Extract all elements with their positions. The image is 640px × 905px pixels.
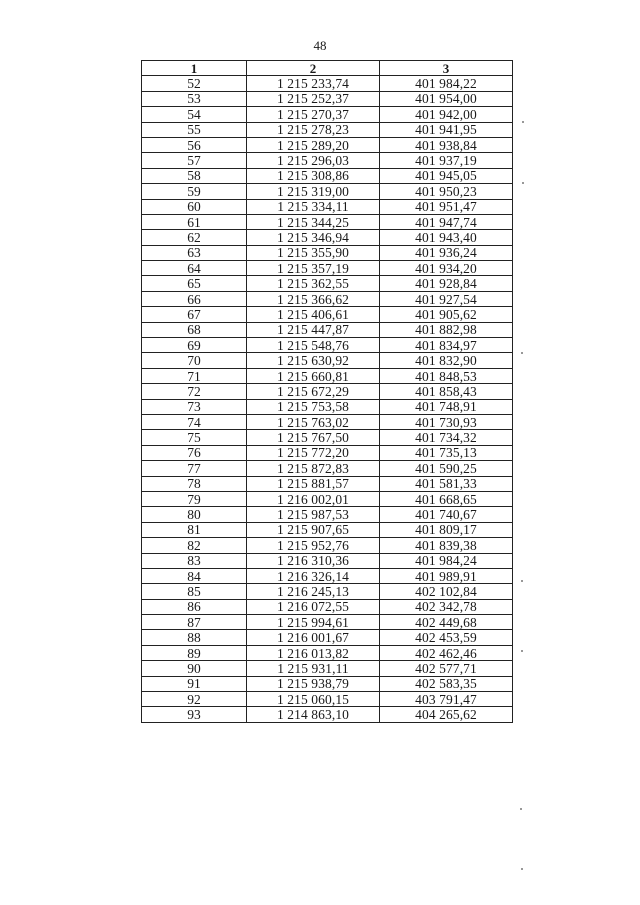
point-number-cell: 68 bbox=[142, 322, 247, 337]
coordinate-y-cell: 401 848,53 bbox=[380, 368, 513, 383]
coordinate-x-cell: 1 215 346,94 bbox=[247, 230, 380, 245]
table-row bbox=[142, 538, 513, 553]
coordinate-y-cell: 404 265,62 bbox=[380, 707, 513, 722]
table-row bbox=[142, 584, 513, 599]
coordinate-x-cell: 1 215 952,76 bbox=[247, 538, 380, 553]
point-number-cell: 82 bbox=[142, 538, 247, 553]
coordinate-x-cell: 1 215 938,79 bbox=[247, 676, 380, 691]
coordinate-x-cell: 1 215 753,58 bbox=[247, 399, 380, 414]
table-row bbox=[142, 199, 513, 214]
coordinate-y-cell: 401 936,24 bbox=[380, 245, 513, 260]
coordinate-x-cell: 1 215 994,61 bbox=[247, 615, 380, 630]
coordinate-y-cell: 401 941,95 bbox=[380, 122, 513, 137]
point-number-cell: 78 bbox=[142, 476, 247, 491]
point-number-cell: 60 bbox=[142, 199, 247, 214]
point-number-cell: 63 bbox=[142, 245, 247, 260]
table-row bbox=[142, 414, 513, 429]
table-row bbox=[142, 661, 513, 676]
point-number-cell: 58 bbox=[142, 168, 247, 183]
table-row bbox=[142, 707, 513, 722]
coordinate-x-cell: 1 214 863,10 bbox=[247, 707, 380, 722]
coordinate-x-cell: 1 215 872,83 bbox=[247, 461, 380, 476]
table-row bbox=[142, 261, 513, 276]
coordinate-y-cell: 401 984,24 bbox=[380, 553, 513, 568]
coordinate-y-cell: 402 577,71 bbox=[380, 661, 513, 676]
coordinate-y-cell: 401 809,17 bbox=[380, 522, 513, 537]
point-number-cell: 81 bbox=[142, 522, 247, 537]
coordinate-y-cell: 401 937,19 bbox=[380, 153, 513, 168]
coordinate-y-cell: 401 942,00 bbox=[380, 107, 513, 122]
coordinate-x-cell: 1 215 366,62 bbox=[247, 291, 380, 306]
point-number-cell: 89 bbox=[142, 645, 247, 660]
coordinate-x-cell: 1 215 548,76 bbox=[247, 338, 380, 353]
table-row bbox=[142, 522, 513, 537]
coordinate-y-cell: 402 102,84 bbox=[380, 584, 513, 599]
table-row bbox=[142, 245, 513, 260]
coordinate-x-cell: 1 215 357,19 bbox=[247, 261, 380, 276]
coordinate-x-cell: 1 215 270,37 bbox=[247, 107, 380, 122]
point-number-cell: 76 bbox=[142, 445, 247, 460]
coordinate-x-cell: 1 215 406,61 bbox=[247, 307, 380, 322]
point-number-cell: 86 bbox=[142, 599, 247, 614]
coordinate-y-cell: 401 740,67 bbox=[380, 507, 513, 522]
table-row bbox=[142, 322, 513, 337]
table-row bbox=[142, 291, 513, 306]
table-row bbox=[142, 461, 513, 476]
point-number-cell: 72 bbox=[142, 384, 247, 399]
point-number-cell: 71 bbox=[142, 368, 247, 383]
coordinate-y-cell: 401 882,98 bbox=[380, 322, 513, 337]
coordinate-x-cell: 1 215 319,00 bbox=[247, 184, 380, 199]
table-row bbox=[142, 122, 513, 137]
coordinate-y-cell: 401 945,05 bbox=[380, 168, 513, 183]
coordinate-y-cell: 403 791,47 bbox=[380, 692, 513, 707]
coordinate-y-cell: 401 950,23 bbox=[380, 184, 513, 199]
coordinate-x-cell: 1 215 672,29 bbox=[247, 384, 380, 399]
table-row bbox=[142, 214, 513, 229]
scan-speck bbox=[521, 650, 523, 652]
point-number-cell: 88 bbox=[142, 630, 247, 645]
coordinate-y-cell: 401 934,20 bbox=[380, 261, 513, 276]
coordinate-x-cell: 1 216 310,36 bbox=[247, 553, 380, 568]
header-coordinate-y: 3 bbox=[380, 61, 513, 76]
table-row bbox=[142, 353, 513, 368]
table-row bbox=[142, 168, 513, 183]
coordinate-x-cell: 1 215 660,81 bbox=[247, 368, 380, 383]
scan-speck bbox=[522, 121, 524, 123]
coordinate-x-cell: 1 215 881,57 bbox=[247, 476, 380, 491]
point-number-cell: 55 bbox=[142, 122, 247, 137]
scan-speck bbox=[522, 182, 524, 184]
point-number-cell: 67 bbox=[142, 307, 247, 322]
coordinate-y-cell: 401 943,40 bbox=[380, 230, 513, 245]
header-coordinate-x: 2 bbox=[247, 61, 380, 76]
table-row bbox=[142, 615, 513, 630]
coordinate-x-cell: 1 215 289,20 bbox=[247, 137, 380, 152]
scan-speck bbox=[521, 580, 523, 582]
coordinate-y-cell: 401 954,00 bbox=[380, 91, 513, 106]
table-row bbox=[142, 107, 513, 122]
point-number-cell: 92 bbox=[142, 692, 247, 707]
point-number-cell: 56 bbox=[142, 137, 247, 152]
table-row bbox=[142, 599, 513, 614]
coordinate-x-cell: 1 216 001,67 bbox=[247, 630, 380, 645]
coordinate-y-cell: 401 735,13 bbox=[380, 445, 513, 460]
table-row bbox=[142, 553, 513, 568]
table-row bbox=[142, 307, 513, 322]
point-number-cell: 83 bbox=[142, 553, 247, 568]
coordinate-y-cell: 401 581,33 bbox=[380, 476, 513, 491]
table-body bbox=[142, 76, 513, 722]
table-row bbox=[142, 476, 513, 491]
coordinate-y-cell: 401 984,22 bbox=[380, 76, 513, 91]
coordinate-y-cell: 401 947,74 bbox=[380, 214, 513, 229]
point-number-cell: 77 bbox=[142, 461, 247, 476]
coordinate-y-cell: 401 927,54 bbox=[380, 291, 513, 306]
table-row bbox=[142, 153, 513, 168]
header-row bbox=[142, 61, 513, 76]
coordinate-x-cell: 1 215 278,23 bbox=[247, 122, 380, 137]
point-number-cell: 87 bbox=[142, 615, 247, 630]
coordinate-x-cell: 1 215 987,53 bbox=[247, 507, 380, 522]
page-number: 48 bbox=[313, 38, 327, 53]
table-row bbox=[142, 676, 513, 691]
coordinate-x-cell: 1 215 252,37 bbox=[247, 91, 380, 106]
point-number-cell: 54 bbox=[142, 107, 247, 122]
coordinate-x-cell: 1 215 296,03 bbox=[247, 153, 380, 168]
table-row bbox=[142, 368, 513, 383]
table-row bbox=[142, 430, 513, 445]
coordinate-y-cell: 401 734,32 bbox=[380, 430, 513, 445]
point-number-cell: 53 bbox=[142, 91, 247, 106]
coordinate-x-cell: 1 215 362,55 bbox=[247, 276, 380, 291]
scan-speck bbox=[521, 868, 523, 870]
point-number-cell: 65 bbox=[142, 276, 247, 291]
table-row bbox=[142, 491, 513, 506]
point-number-cell: 62 bbox=[142, 230, 247, 245]
coordinate-y-cell: 401 834,97 bbox=[380, 338, 513, 353]
coordinate-y-cell: 401 832,90 bbox=[380, 353, 513, 368]
coordinate-x-cell: 1 215 907,65 bbox=[247, 522, 380, 537]
table-header bbox=[142, 61, 513, 76]
coordinate-y-cell: 401 938,84 bbox=[380, 137, 513, 152]
point-number-cell: 69 bbox=[142, 338, 247, 353]
point-number-cell: 80 bbox=[142, 507, 247, 522]
table-row bbox=[142, 630, 513, 645]
table-row bbox=[142, 91, 513, 106]
coordinate-y-cell: 401 590,25 bbox=[380, 461, 513, 476]
table-row bbox=[142, 384, 513, 399]
coordinate-x-cell: 1 215 344,25 bbox=[247, 214, 380, 229]
table-row bbox=[142, 184, 513, 199]
coordinate-y-cell: 401 748,91 bbox=[380, 399, 513, 414]
point-number-cell: 91 bbox=[142, 676, 247, 691]
point-number-cell: 57 bbox=[142, 153, 247, 168]
coordinate-y-cell: 402 453,59 bbox=[380, 630, 513, 645]
coordinate-y-cell: 401 839,38 bbox=[380, 538, 513, 553]
coordinate-y-cell: 401 928,84 bbox=[380, 276, 513, 291]
table-row bbox=[142, 338, 513, 353]
coordinate-x-cell: 1 216 002,01 bbox=[247, 491, 380, 506]
point-number-cell: 75 bbox=[142, 430, 247, 445]
point-number-cell: 74 bbox=[142, 414, 247, 429]
coordinate-x-cell: 1 216 013,82 bbox=[247, 645, 380, 660]
point-number-cell: 70 bbox=[142, 353, 247, 368]
coordinate-x-cell: 1 215 308,86 bbox=[247, 168, 380, 183]
table-row bbox=[142, 568, 513, 583]
table-row bbox=[142, 137, 513, 152]
coordinate-x-cell: 1 215 763,02 bbox=[247, 414, 380, 429]
coordinate-x-cell: 1 215 060,15 bbox=[247, 692, 380, 707]
point-number-cell: 64 bbox=[142, 261, 247, 276]
header-point-number: 1 bbox=[142, 61, 247, 76]
coordinate-y-cell: 401 730,93 bbox=[380, 414, 513, 429]
table-row bbox=[142, 692, 513, 707]
coordinate-x-cell: 1 215 630,92 bbox=[247, 353, 380, 368]
point-number-cell: 52 bbox=[142, 76, 247, 91]
coordinate-y-cell: 401 858,43 bbox=[380, 384, 513, 399]
coordinate-x-cell: 1 215 334,11 bbox=[247, 199, 380, 214]
table-row bbox=[142, 76, 513, 91]
coordinate-y-cell: 401 951,47 bbox=[380, 199, 513, 214]
coordinate-y-cell: 402 342,78 bbox=[380, 599, 513, 614]
coordinate-y-cell: 401 905,62 bbox=[380, 307, 513, 322]
coordinate-x-cell: 1 216 072,55 bbox=[247, 599, 380, 614]
point-number-cell: 73 bbox=[142, 399, 247, 414]
coordinate-y-cell: 402 449,68 bbox=[380, 615, 513, 630]
point-number-cell: 79 bbox=[142, 491, 247, 506]
table-row bbox=[142, 507, 513, 522]
coordinate-x-cell: 1 216 326,14 bbox=[247, 568, 380, 583]
coordinate-x-cell: 1 215 931,11 bbox=[247, 661, 380, 676]
point-number-cell: 93 bbox=[142, 707, 247, 722]
coordinate-y-cell: 402 462,46 bbox=[380, 645, 513, 660]
coordinate-x-cell: 1 215 772,20 bbox=[247, 445, 380, 460]
point-number-cell: 84 bbox=[142, 568, 247, 583]
coordinate-x-cell: 1 215 447,87 bbox=[247, 322, 380, 337]
table-row bbox=[142, 399, 513, 414]
coordinate-x-cell: 1 216 245,13 bbox=[247, 584, 380, 599]
coordinate-y-cell: 401 668,65 bbox=[380, 491, 513, 506]
scan-speck bbox=[520, 808, 522, 810]
table-row bbox=[142, 645, 513, 660]
table-row bbox=[142, 276, 513, 291]
point-number-cell: 90 bbox=[142, 661, 247, 676]
table-row bbox=[142, 445, 513, 460]
coordinate-x-cell: 1 215 355,90 bbox=[247, 245, 380, 260]
point-number-cell: 66 bbox=[142, 291, 247, 306]
point-number-cell: 85 bbox=[142, 584, 247, 599]
coordinate-y-cell: 401 989,91 bbox=[380, 568, 513, 583]
coordinate-y-cell: 402 583,35 bbox=[380, 676, 513, 691]
point-number-cell: 61 bbox=[142, 214, 247, 229]
table-row bbox=[142, 230, 513, 245]
scan-speck bbox=[521, 352, 523, 354]
coordinate-x-cell: 1 215 767,50 bbox=[247, 430, 380, 445]
point-number-cell: 59 bbox=[142, 184, 247, 199]
coordinate-x-cell: 1 215 233,74 bbox=[247, 76, 380, 91]
coordinates-table bbox=[141, 60, 513, 723]
